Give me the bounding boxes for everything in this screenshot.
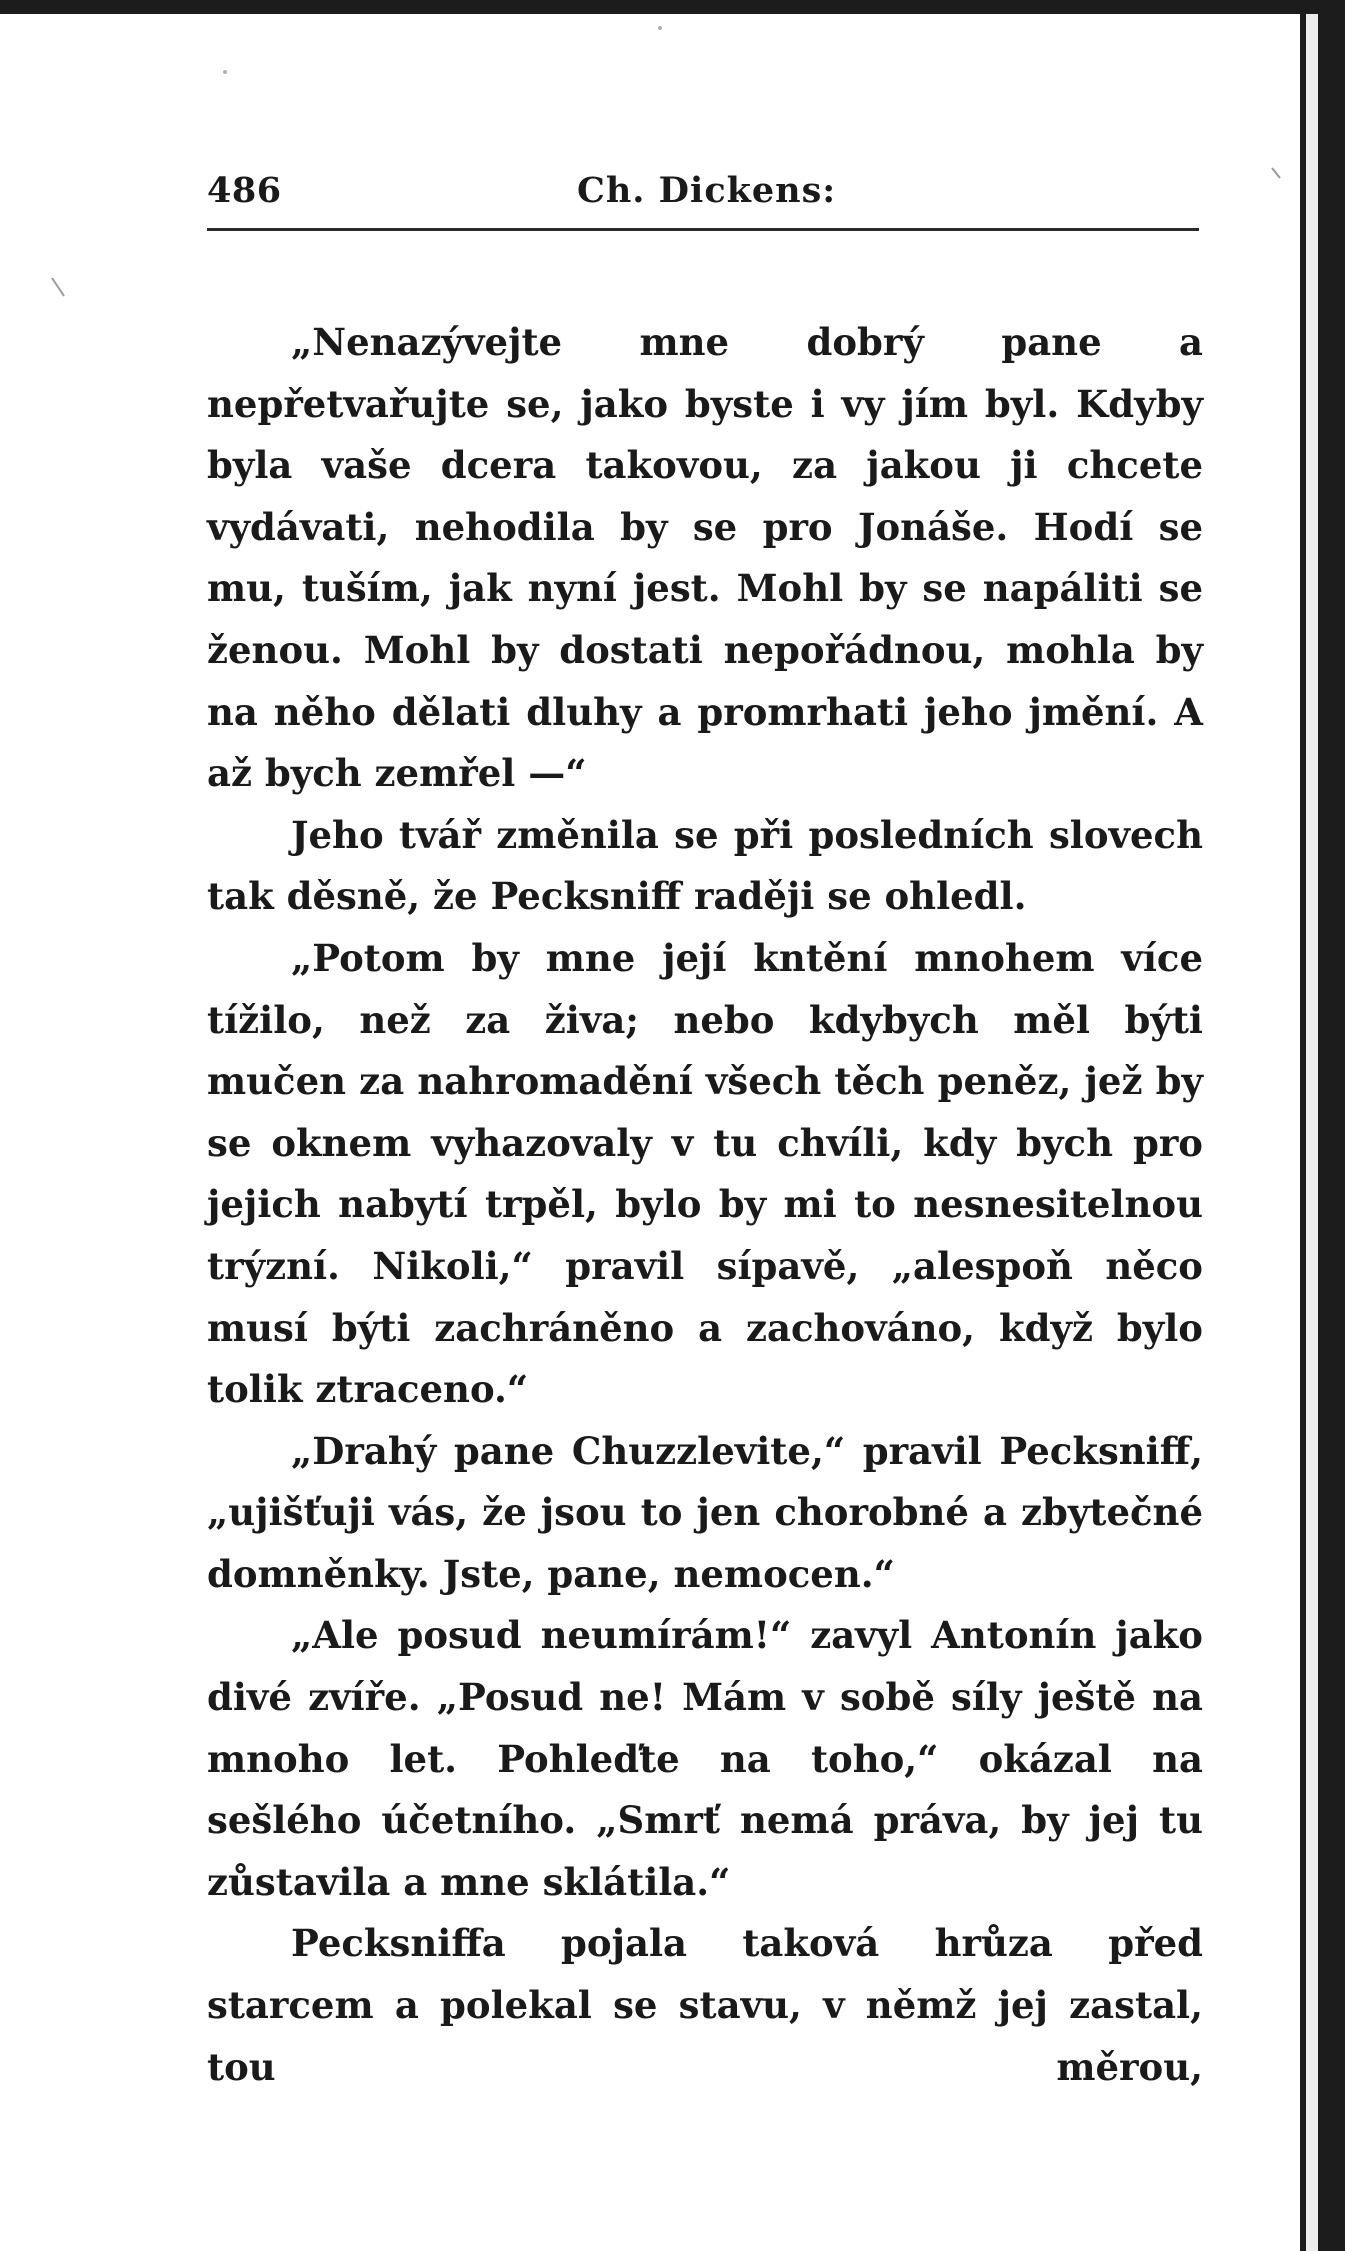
- running-head: [207, 160, 1203, 228]
- paragraph: Jeho tvář změnila se při posledních slovech tak děsně, že Pecksniff raději se ohledl.: [207, 812, 1203, 919]
- paragraph: Pecksniffa pojala taková hrůza před starcem a polekal se stavu, v němž jej zastal, tou měrou,: [207, 1921, 1203, 2089]
- running-title: Ch. Dickens:: [577, 170, 837, 211]
- paragraph: „Nenazývejte mne dobrý pane a nepřetvařujte se, jako byste i vy jím byl. Kdyby byla vaše dcera takovou, za jakou ji chcete vydávati, nehodila by se pro Jonáše. Hodí se mu, tuším, jak nyní jest. Mohl by se napáliti se ženou. Mohl by dostati nepořádnou, mohla by na něho dělati dluhy a promrhati jeho jmění. A až bych zemřel —“: [207, 320, 1203, 796]
- paragraph: „Drahý pane Chuzzlevite,“ pravil Pecksniff, „ujišťuji vás, že jsou to jen chorobné a zbytečné domněnky. Jste, pane, nemocen.“: [207, 1428, 1203, 1596]
- body-text: [207, 312, 1203, 2098]
- scan-top-edge: [0, 0, 1300, 14]
- page-number: 486: [207, 170, 282, 211]
- header-rule: [207, 228, 1199, 231]
- scan-right-strip: [1306, 14, 1318, 2251]
- paragraph: „Potom by mne její kntění mnohem více tížilo, než za živa; nebo kdybych měl býti mučen za nahromadění všech těch peněz, jež by se oknem vyhazovaly v tu chvíli, kdy bych pro jejich nabytí trpěl, bylo by mi to nesnesitelnou trýzní. Nikoli,“ pravil sípavě, „alespoň něco musí býti zachráněno a zachováno, když bylo tolik ztraceno.“: [207, 935, 1203, 1412]
- paragraph: „Ale posud neumírám!“ zavyl Antonín jako divé zvíře. „Posud ne! Mám v sobě síly ještě na mnoho let. Pohleďte na toho,“ okázal na sešlého účetního. „Smrť nemá práva, by jej tu zůstavila a mne sklátila.“: [207, 1613, 1203, 1904]
- book-page: [207, 160, 1203, 2098]
